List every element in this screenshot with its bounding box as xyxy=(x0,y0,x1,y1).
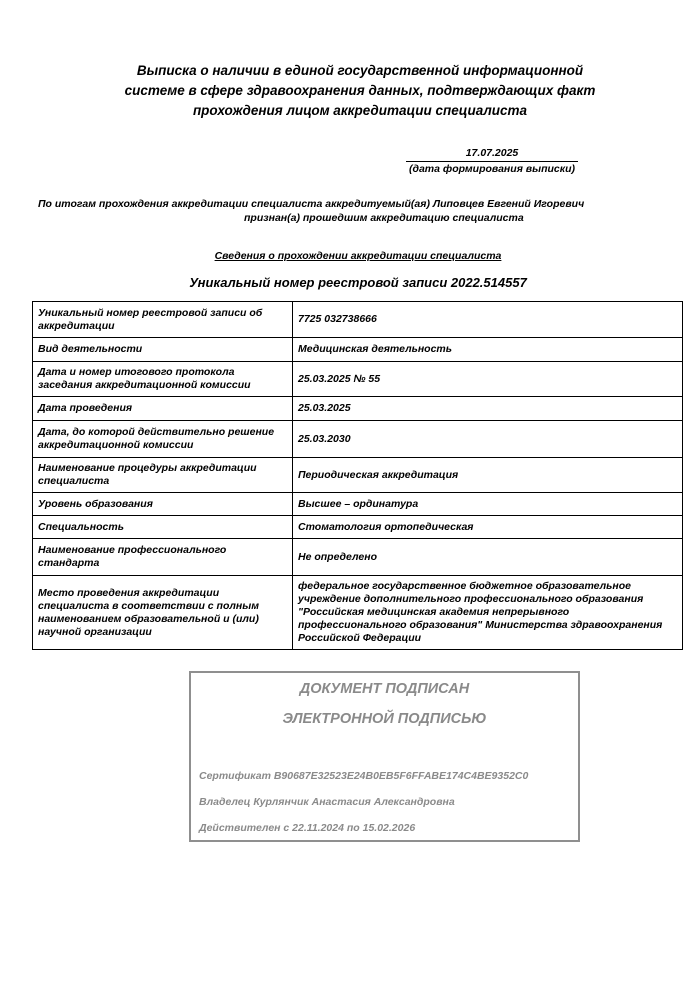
row-label: Специальность xyxy=(33,516,293,539)
row-value: Не определено xyxy=(293,539,683,576)
row-value: федеральное государственное бюджетное образовательное учреждение дополнительного профессионального образования "Российская медицинская академия непрерывного профессионального образования" Министерства здравоохранения Российской Федерации xyxy=(293,576,683,650)
document-title xyxy=(100,61,620,121)
table-row xyxy=(33,362,683,397)
result-statement-line2: признан(а) прошедшим аккредитацию специалиста xyxy=(244,212,524,224)
table-row xyxy=(33,458,683,493)
row-value: 7725 032738666 xyxy=(293,302,683,338)
row-label: Место проведения аккредитации специалиста в соответствии с полным наименованием образовательной и (или) научной организации xyxy=(33,576,293,650)
row-value: 25.03.2025 № 55 xyxy=(293,362,683,397)
title-line: системе в сфере здравоохранения данных, подтверждающих факт xyxy=(124,83,596,98)
table-row xyxy=(33,397,683,421)
row-value: 25.03.2025 xyxy=(293,397,683,421)
stamp-owner: Владелец Курлянчик Анастасия Александровна xyxy=(199,796,455,808)
row-label: Дата проведения xyxy=(33,397,293,421)
title-line: Выписка о наличии в единой государственной информационной xyxy=(136,63,584,78)
row-value: 25.03.2030 xyxy=(293,421,683,458)
table-row xyxy=(33,302,683,338)
title-line: прохождения лицом аккредитации специалиста xyxy=(192,103,528,118)
result-statement xyxy=(38,197,658,225)
table-row xyxy=(33,576,683,650)
stamp-title-line2: ЭЛЕКТРОННОЙ ПОДПИСЬЮ xyxy=(282,711,487,727)
extract-date-caption: (дата формирования выписки) xyxy=(408,163,576,175)
row-label: Уровень образования xyxy=(33,493,293,516)
registry-number: Уникальный номер реестровой записи 2022.514557 xyxy=(189,275,527,290)
electronic-signature-stamp xyxy=(189,671,580,842)
row-value: Высшее – ординатура xyxy=(293,493,683,516)
extract-date: 17.07.2025 xyxy=(406,147,578,162)
table-row xyxy=(33,516,683,539)
result-statement-line1: По итогам прохождения аккредитации специалиста аккредитуемый(ая) Липовцев Евгений Игоревич xyxy=(38,198,585,210)
stamp-validity: Действителен с 22.11.2024 по 15.02.2026 xyxy=(199,822,416,834)
row-value: Периодическая аккредитация xyxy=(293,458,683,493)
row-label: Наименование профессионального стандарта xyxy=(33,539,293,576)
row-label: Дата, до которой действительно решение аккредитационной комиссии xyxy=(33,421,293,458)
table-row xyxy=(33,338,683,362)
extract-date-block xyxy=(406,147,578,176)
row-label: Дата и номер итогового протокола заседания аккредитационной комиссии xyxy=(33,362,293,397)
stamp-certificate: Сертификат B90687E32523E24B0EB5F6FFABE174C4BE9352C0 xyxy=(199,770,529,782)
accreditation-info-table xyxy=(32,301,683,650)
table-row xyxy=(33,493,683,516)
row-value: Стоматология ортопедическая xyxy=(293,516,683,539)
table-row xyxy=(33,539,683,576)
stamp-title-line1: ДОКУМЕНТ ПОДПИСАН xyxy=(299,681,470,697)
row-label: Уникальный номер реестровой записи об аккредитации xyxy=(33,302,293,338)
row-label: Наименование процедуры аккредитации специалиста xyxy=(33,458,293,493)
row-label: Вид деятельности xyxy=(33,338,293,362)
table-row xyxy=(33,421,683,458)
row-value: Медицинская деятельность xyxy=(293,338,683,362)
section-heading: Сведения о прохождении аккредитации специалиста xyxy=(214,250,502,262)
